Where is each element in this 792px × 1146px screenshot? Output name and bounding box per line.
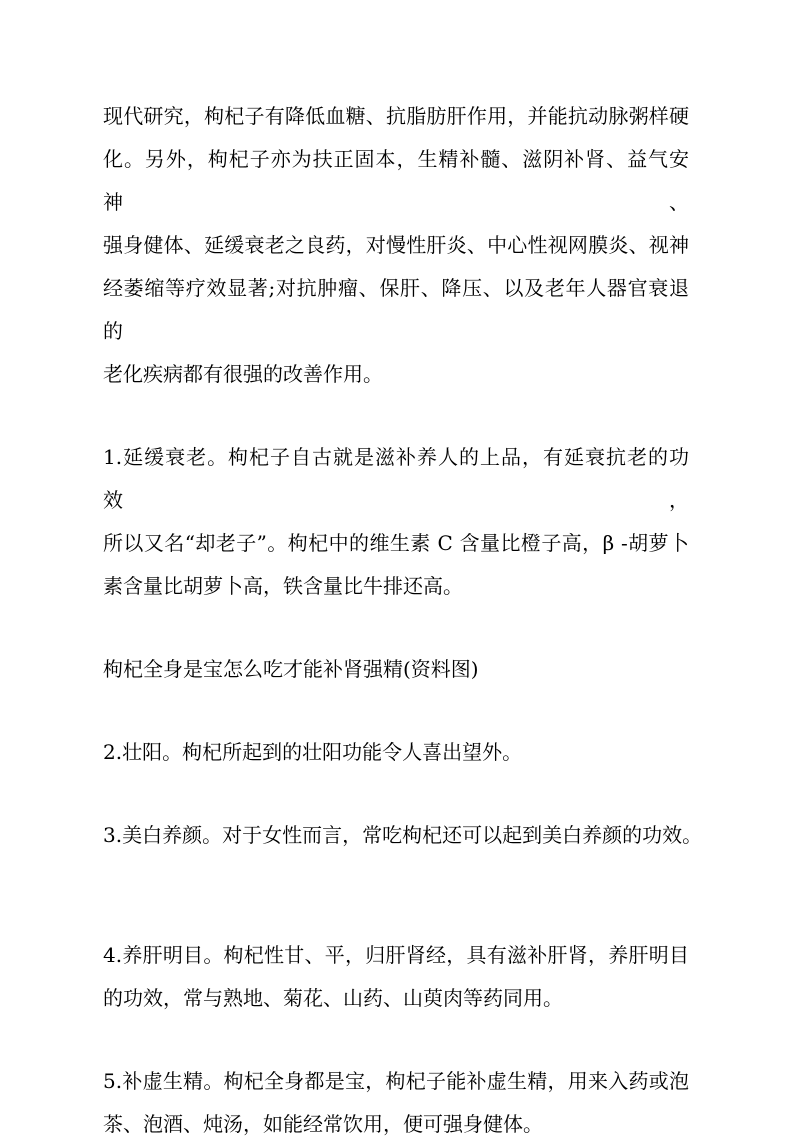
paragraph-image-caption [103, 648, 689, 691]
text-line: 4.养肝明目。枸杞性甘、平，归肝肾经，具有滋补肝肾，养肝明目 [103, 943, 689, 967]
text-line: 1.延缓衰老。枸杞子自古就是滋补养人的上品，有延衰抗老的功效， [103, 445, 689, 512]
paragraph-item-4-liver-eyes [103, 934, 689, 1020]
text-line: 茶、泡酒、炖汤，如能经常饮用，便可强身健体。 [103, 1112, 543, 1136]
text-line: 的功效，常与熟地、菊花、山药、山萸肉等药同用。 [103, 986, 563, 1010]
paragraph-modern-research [103, 95, 689, 396]
text-line: 经萎缩等疗效显著;对抗肿瘤、保肝、降压、以及老年人器官衰退的 [103, 276, 689, 343]
text-line: 所以又名“却老子”。枸杞中的维生素 C 含量比橙子高，β -胡萝卜 [103, 531, 689, 555]
text-line: 素含量比胡萝卜高，铁含量比牛排还高。 [103, 574, 463, 598]
text-line: 现代研究，枸杞子有降低血糖、抗脂肪肝作用，并能抗动脉粥样硬 [103, 104, 689, 128]
paragraph-item-3-whitening [103, 814, 703, 857]
text-line: 2.壮阳。枸杞所起到的壮阳功能令人喜出望外。 [103, 740, 523, 764]
text-line: 5.补虚生精。枸杞全身都是宝，枸杞子能补虚生精，用来入药或泡 [103, 1069, 689, 1093]
text-line: 3.美白养颜。对于女性而言，常吃枸杞还可以起到美白养颜的功效。 [103, 823, 703, 847]
text-line: 强身健体、延缓衰老之良药，对慢性肝炎、中心性视网膜炎、视神 [103, 233, 689, 257]
paragraph-item-1-anti-aging [103, 436, 689, 608]
text-line: 化。另外，枸杞子亦为扶正固本，生精补髓、滋阴补肾、益气安神、 [103, 147, 689, 214]
text-line: 老化疾病都有很强的改善作用。 [103, 362, 383, 386]
paragraph-item-2-zhuangyang [103, 731, 689, 774]
paragraph-item-5-buxu [103, 1060, 689, 1146]
text-line: 枸杞全身是宝怎么吃才能补肾强精(资料图) [103, 657, 479, 681]
